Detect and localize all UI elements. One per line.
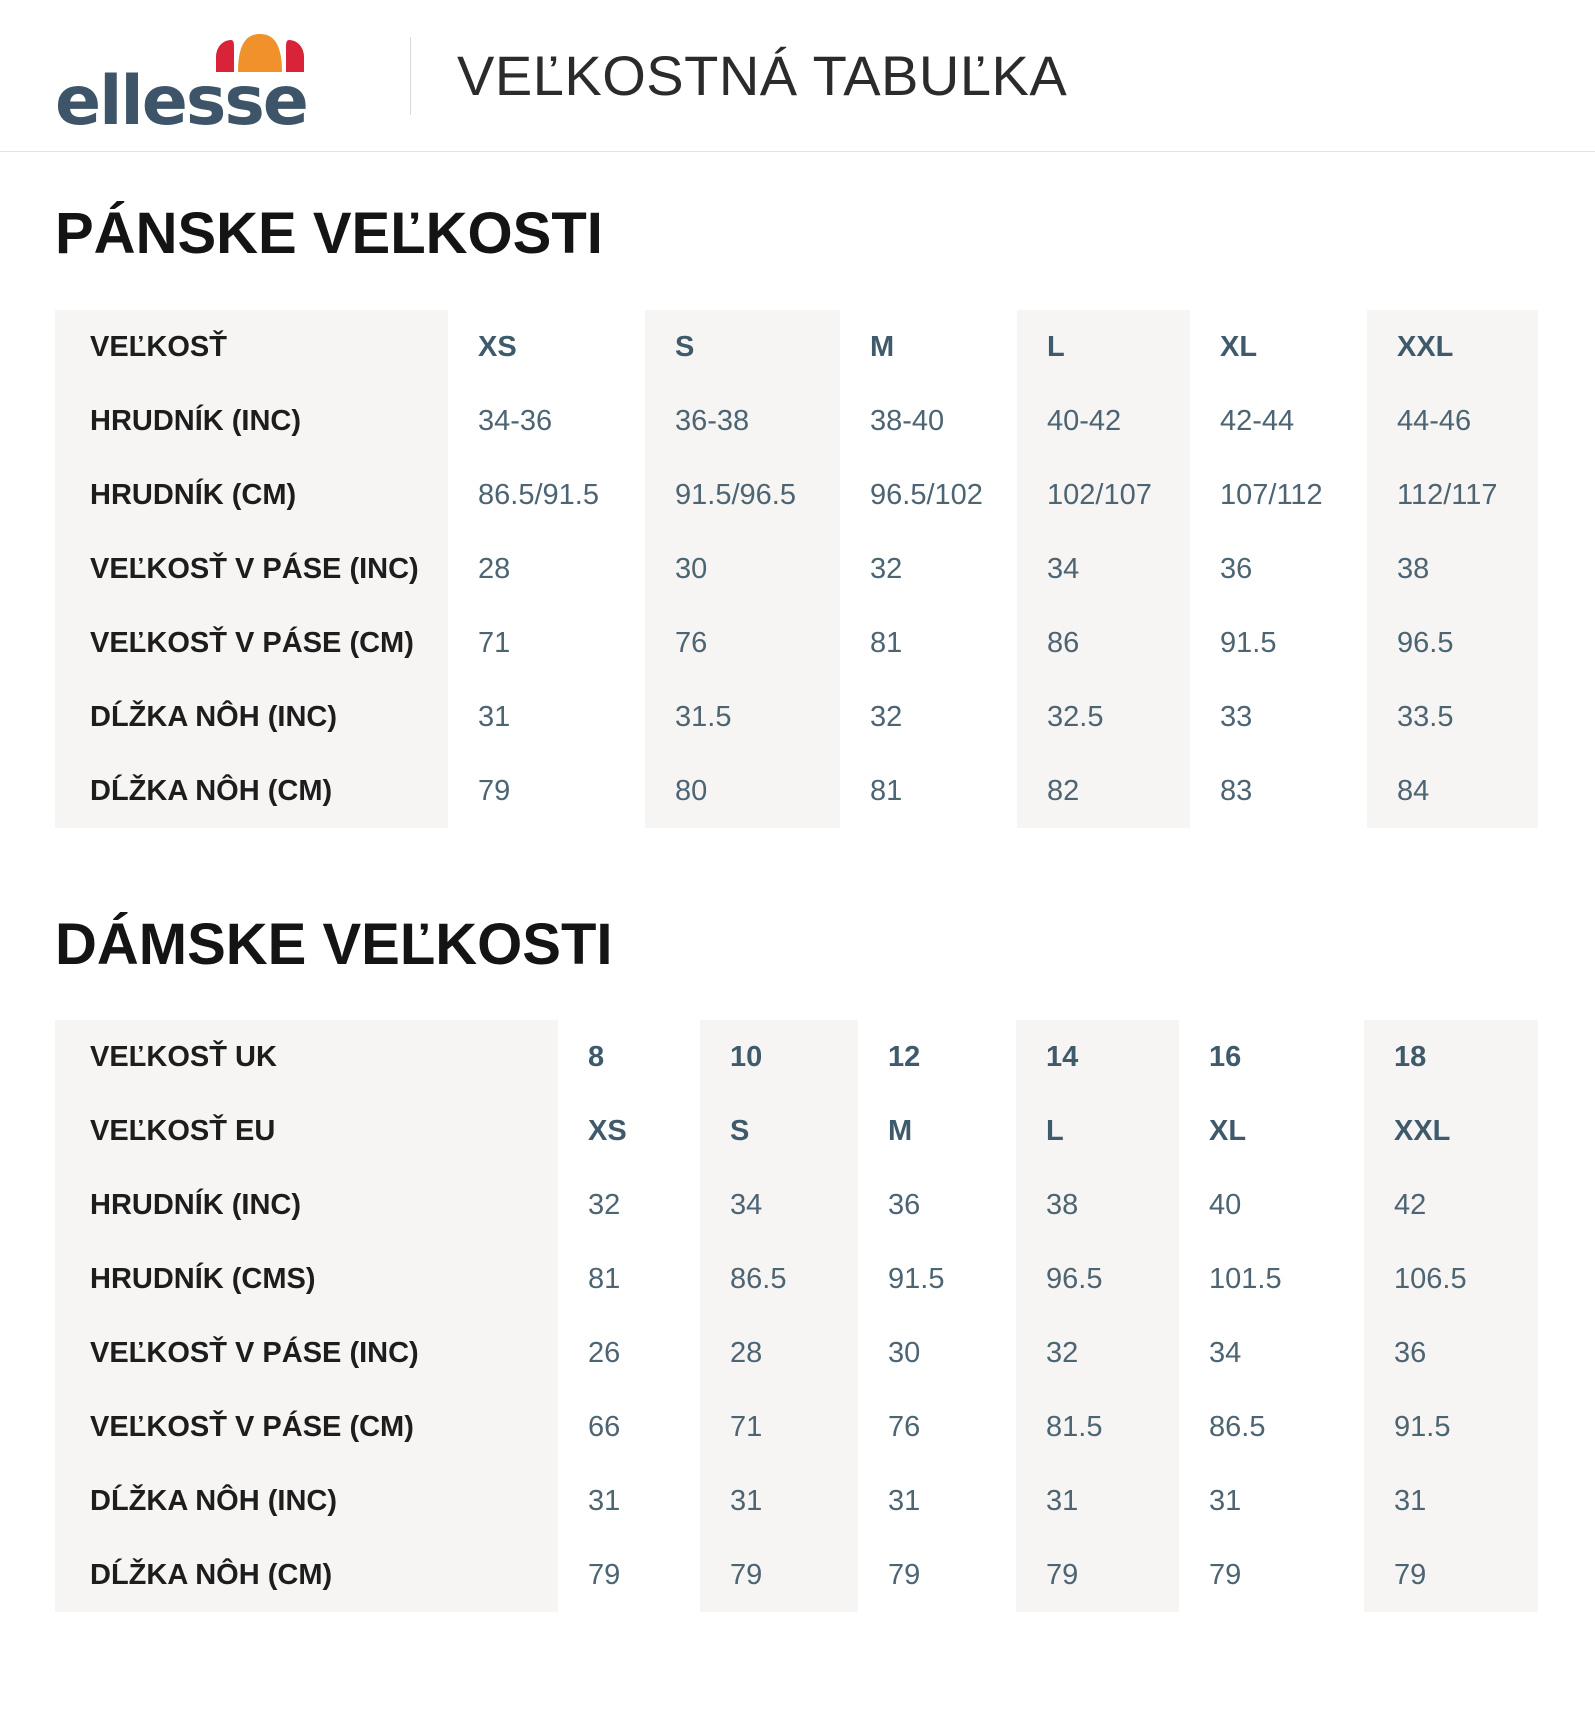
size-value-cell: 81.5 [1016, 1390, 1179, 1464]
row-label: DĹŽKA NÔH (INC) [55, 680, 448, 754]
size-value-cell: 107/112 [1220, 478, 1323, 511]
size-value-cell: 31 [1209, 1484, 1242, 1517]
size-value-cell: 38 [1367, 532, 1538, 606]
mens-sizes-heading: PÁNSKE VEĽKOSTI [55, 201, 603, 266]
size-value-cell: 81 [870, 774, 903, 807]
size-value-cell: 42-44 [1220, 404, 1295, 437]
logo-wordmark: ellesse [55, 61, 307, 128]
row-label: DĹŽKA NÔH (INC) [55, 1464, 558, 1538]
size-value-cell: 86.5 [1209, 1410, 1266, 1443]
size-value-cell: 32 [870, 700, 903, 733]
size-value-cell: 106.5 [1364, 1242, 1538, 1316]
size-value-cell: 28 [478, 552, 511, 585]
size-value-cell: 30 [888, 1336, 921, 1369]
row-label: DĹŽKA NÔH (CM) [55, 754, 448, 828]
size-value-cell: 81 [870, 626, 903, 659]
size-value-cell: 91.5/96.5 [645, 458, 840, 532]
row-label: HRUDNÍK (CM) [55, 458, 448, 532]
page-header [0, 0, 1595, 152]
size-value-cell: 34 [1017, 532, 1190, 606]
size-header-cell: S [645, 310, 840, 384]
row-label: VEĽKOSŤ EU [55, 1094, 558, 1168]
size-value-cell: 79 [1364, 1538, 1538, 1612]
size-header-cell: L [1017, 310, 1190, 384]
size-header-cell: 16 [1209, 1040, 1242, 1073]
size-value-cell: 76 [888, 1410, 921, 1443]
size-value-cell: 31 [588, 1484, 621, 1517]
size-header-cell: M [888, 1114, 913, 1147]
size-header-cell: XL [1209, 1114, 1247, 1147]
row-label: HRUDNÍK (INC) [55, 384, 448, 458]
row-label: VEĽKOSŤ V PÁSE (INC) [55, 532, 448, 606]
size-value-cell: 38-40 [870, 404, 945, 437]
size-value-cell: 34 [1209, 1336, 1242, 1369]
size-value-cell: 79 [888, 1558, 921, 1591]
size-value-cell: 32.5 [1017, 680, 1190, 754]
size-value-cell: 112/117 [1367, 458, 1538, 532]
size-value-cell: 86.5/91.5 [478, 478, 599, 511]
womens-sizes-heading: DÁMSKE VEĽKOSTI [55, 912, 613, 977]
size-header-cell: 18 [1364, 1020, 1538, 1094]
size-value-cell: 86.5 [700, 1242, 858, 1316]
size-value-cell: 33 [1220, 700, 1253, 733]
mens-size-table [55, 310, 1538, 828]
size-value-cell: 91.5 [1220, 626, 1277, 659]
size-value-cell: 79 [700, 1538, 858, 1612]
size-value-cell: 38 [1016, 1168, 1179, 1242]
size-value-cell: 32 [1016, 1316, 1179, 1390]
row-label: HRUDNÍK (CMS) [55, 1242, 558, 1316]
size-value-cell: 31 [1364, 1464, 1538, 1538]
size-value-cell: 36 [888, 1188, 921, 1221]
size-header-cell: 8 [588, 1040, 605, 1073]
size-value-cell: 71 [478, 626, 511, 659]
size-value-cell: 79 [1016, 1538, 1179, 1612]
page-title: VEĽKOSTNÁ TABUĽKA [457, 44, 1068, 107]
size-value-cell: 31.5 [645, 680, 840, 754]
size-value-cell: 32 [870, 552, 903, 585]
size-header-cell: L [1016, 1094, 1179, 1168]
row-label: VEĽKOSŤ V PÁSE (INC) [55, 1316, 558, 1390]
content [0, 202, 1595, 1612]
size-value-cell: 96.5 [1367, 606, 1538, 680]
size-value-cell: 44-46 [1367, 384, 1538, 458]
size-value-cell: 79 [478, 774, 511, 807]
size-value-cell: 91.5 [1364, 1390, 1538, 1464]
size-header-cell: XXL [1364, 1094, 1538, 1168]
size-header-cell: M [870, 330, 895, 363]
size-header-cell: XL [1220, 330, 1258, 363]
size-value-cell: 31 [700, 1464, 858, 1538]
size-value-cell: 31 [1016, 1464, 1179, 1538]
size-header-cell: S [700, 1094, 858, 1168]
size-value-cell: 26 [588, 1336, 621, 1369]
size-value-cell: 71 [700, 1390, 858, 1464]
size-value-cell: 102/107 [1017, 458, 1190, 532]
size-header-cell: XS [588, 1114, 627, 1147]
row-label: VEĽKOSŤ [55, 310, 448, 384]
size-value-cell: 81 [588, 1262, 621, 1295]
size-value-cell: 91.5 [888, 1262, 945, 1295]
size-value-cell: 66 [588, 1410, 621, 1443]
size-value-cell: 79 [1209, 1558, 1242, 1591]
size-value-cell: 96.5 [1016, 1242, 1179, 1316]
row-label: VEĽKOSŤ UK [55, 1020, 558, 1094]
size-value-cell: 80 [645, 754, 840, 828]
ellesse-logo [55, 24, 355, 128]
size-value-cell: 31 [888, 1484, 921, 1517]
size-header-cell: 10 [700, 1020, 858, 1094]
size-value-cell: 42 [1364, 1168, 1538, 1242]
size-value-cell: 28 [700, 1316, 858, 1390]
size-header-cell: 14 [1016, 1020, 1179, 1094]
size-value-cell: 79 [588, 1558, 621, 1591]
size-value-cell: 76 [645, 606, 840, 680]
size-value-cell: 83 [1220, 774, 1253, 807]
size-header-cell: XS [478, 330, 517, 363]
size-value-cell: 86 [1017, 606, 1190, 680]
row-label: HRUDNÍK (INC) [55, 1168, 558, 1242]
size-header-cell: 12 [888, 1040, 921, 1073]
size-value-cell: 30 [645, 532, 840, 606]
size-value-cell: 40 [1209, 1188, 1242, 1221]
row-label: DĹŽKA NÔH (CM) [55, 1538, 558, 1612]
size-value-cell: 34 [700, 1168, 858, 1242]
row-label: VEĽKOSŤ V PÁSE (CM) [55, 606, 448, 680]
row-label: VEĽKOSŤ V PÁSE (CM) [55, 1390, 558, 1464]
size-value-cell: 32 [588, 1188, 621, 1221]
size-value-cell: 84 [1367, 754, 1538, 828]
size-value-cell: 31 [478, 700, 511, 733]
size-value-cell: 101.5 [1209, 1262, 1282, 1295]
size-header-cell: XXL [1367, 310, 1538, 384]
size-value-cell: 33.5 [1367, 680, 1538, 754]
size-value-cell: 36-38 [645, 384, 840, 458]
size-value-cell: 96.5/102 [870, 478, 983, 511]
size-value-cell: 82 [1017, 754, 1190, 828]
size-value-cell: 34-36 [478, 404, 553, 437]
womens-size-table [55, 1020, 1538, 1612]
size-value-cell: 40-42 [1017, 384, 1190, 458]
header-divider [410, 37, 411, 115]
size-value-cell: 36 [1364, 1316, 1538, 1390]
size-value-cell: 36 [1220, 552, 1253, 585]
